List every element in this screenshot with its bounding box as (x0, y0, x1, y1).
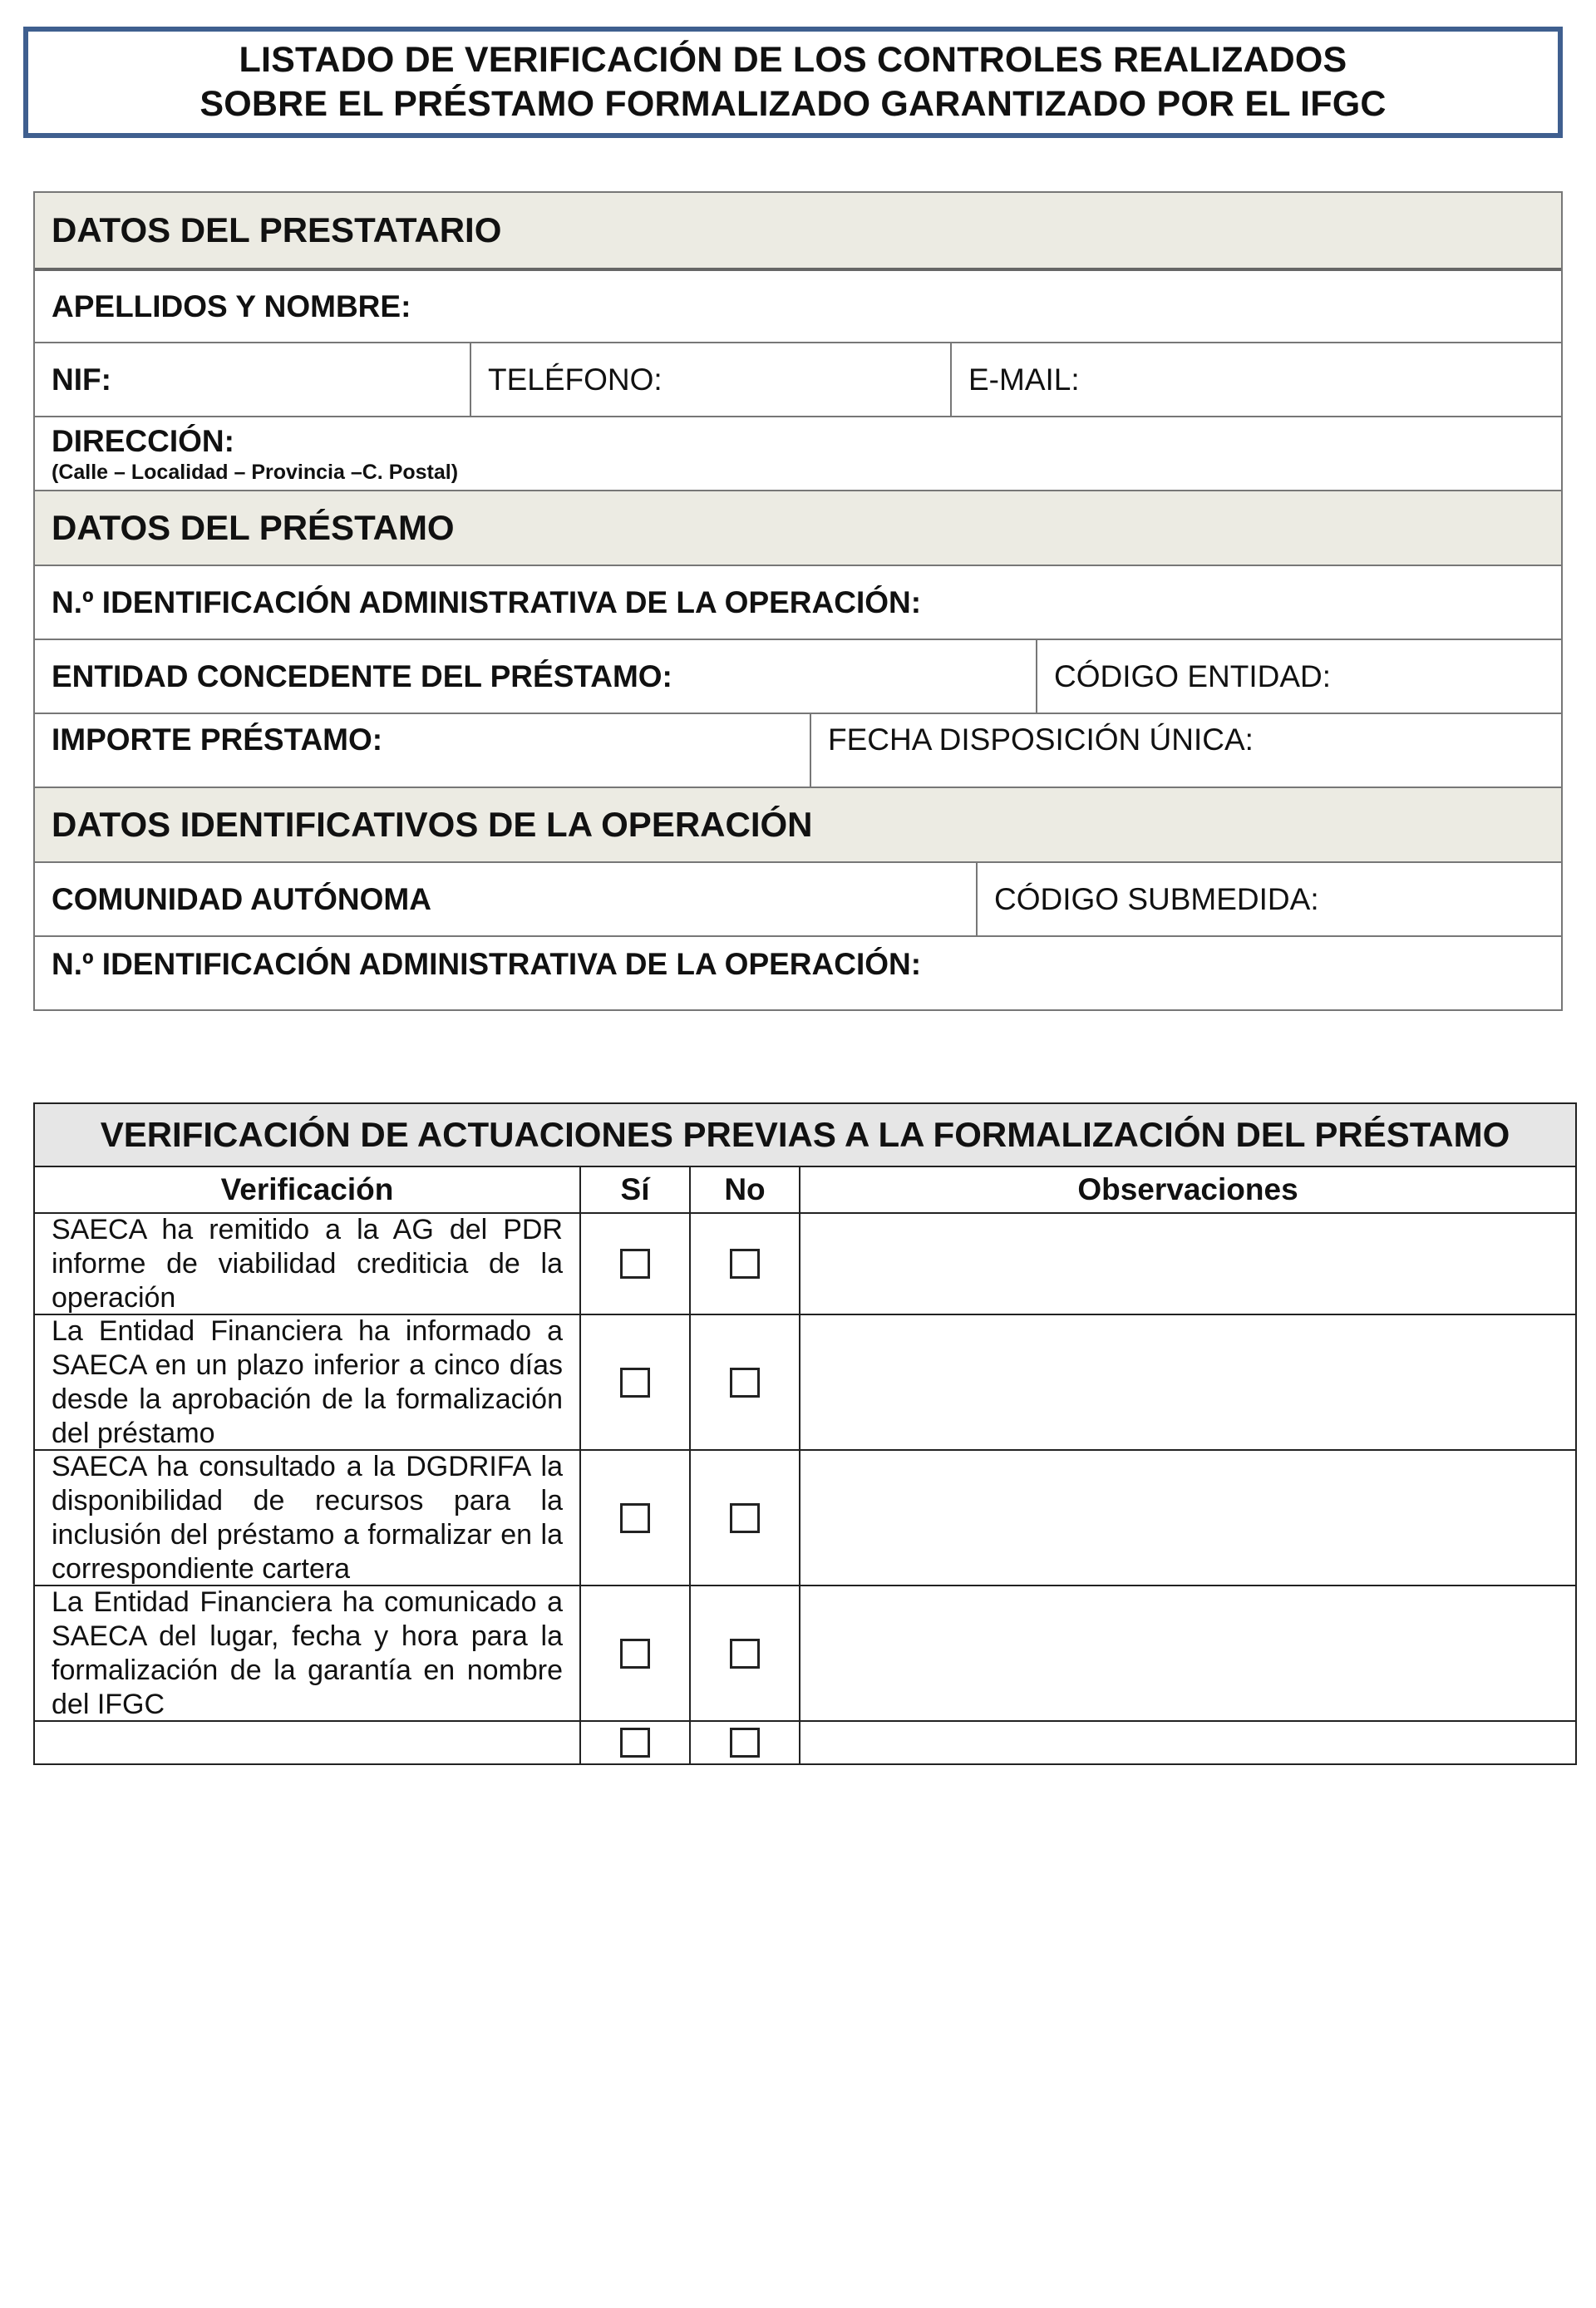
col-header-no: No (689, 1167, 799, 1212)
email-field[interactable]: E-MAIL: (950, 343, 1561, 416)
direccion-hint: (Calle – Localidad – Provincia –C. Postal) (52, 460, 459, 484)
comunidad-autonoma-field[interactable]: COMUNIDAD AUTÓNOMA (52, 881, 431, 916)
id-operacion-prestamo-field[interactable]: N.º IDENTIFICACIÓN ADMINISTRATIVA DE LA OPERACIÓN: (52, 584, 922, 619)
fecha-disposicion-field[interactable]: FECHA DISPOSICIÓN ÚNICA: (810, 714, 1561, 787)
si-checkbox[interactable] (620, 1639, 650, 1669)
col-header-si: Sí (579, 1167, 689, 1212)
no-checkbox[interactable] (730, 1639, 760, 1669)
row-id-prestamo (35, 565, 1561, 639)
checklist-row-empty (35, 1720, 1575, 1763)
observaciones-field[interactable] (799, 1214, 1575, 1314)
row-importe (35, 713, 1561, 787)
id-operacion-field[interactable]: N.º IDENTIFICACIÓN ADMINISTRATIVA DE LA OPERACIÓN: (52, 947, 922, 981)
row-comunidad (35, 861, 1561, 935)
col-header-verificacion: Verificación (220, 1172, 394, 1206)
row-contacto (35, 342, 1561, 416)
checklist-row (35, 1585, 1575, 1720)
section-header-operacion: DATOS IDENTIFICATIVOS DE LA OPERACIÓN (52, 805, 813, 844)
nif-field[interactable]: NIF: (52, 362, 111, 397)
si-checkbox[interactable] (620, 1503, 650, 1533)
no-checkbox[interactable] (730, 1249, 760, 1279)
checklist-header-row (35, 1167, 1575, 1212)
no-checkbox[interactable] (730, 1503, 760, 1533)
row-id-operacion (35, 935, 1561, 1009)
section-header-prestamo: DATOS DEL PRÉSTAMO (52, 508, 455, 547)
importe-field[interactable]: IMPORTE PRÉSTAMO: (52, 722, 383, 757)
section-header-prestatario: DATOS DEL PRESTATARIO (52, 210, 502, 249)
verification-text: SAECA ha consultado a la DGDRIFA la disponibilidad de recursos para la inclusión del préstamo a formalizar en la correspondiente cartera (52, 1450, 563, 1585)
no-checkbox[interactable] (730, 1368, 760, 1398)
checklist-row (35, 1314, 1575, 1449)
observaciones-field[interactable] (799, 1315, 1575, 1449)
direccion-label: DIRECCIÓN: (52, 423, 234, 458)
verification-text: La Entidad Financiera ha comunicado a SAECA del lugar, fecha y hora para la formalización de la garantía en nombre del IFGC (52, 1586, 563, 1720)
checklist-row (35, 1449, 1575, 1585)
si-checkbox[interactable] (620, 1249, 650, 1279)
si-checkbox[interactable] (620, 1728, 650, 1758)
codigo-submedida-field[interactable]: CÓDIGO SUBMEDIDA: (976, 863, 1561, 935)
direccion-field[interactable] (35, 417, 1561, 490)
loan-data-form (33, 191, 1563, 1011)
verification-text: SAECA ha remitido a la AG del PDR informe de viabilidad crediticia de la operación (52, 1213, 563, 1314)
document-title-box (23, 27, 1563, 138)
verification-checklist (33, 1102, 1577, 1765)
codigo-entidad-field[interactable]: CÓDIGO ENTIDAD: (1036, 640, 1561, 713)
entidad-concedente-field[interactable]: ENTIDAD CONCEDENTE DEL PRÉSTAMO: (52, 658, 672, 693)
checklist-row (35, 1212, 1575, 1314)
row-entidad (35, 639, 1561, 713)
document-title-line-1: LISTADO DE VERIFICACIÓN DE LOS CONTROLES REALIZADOS (239, 40, 1347, 80)
checklist-title: VERIFICACIÓN DE ACTUACIONES PREVIAS A LA FORMALIZACIÓN DEL PRÉSTAMO (35, 1104, 1575, 1167)
col-header-observaciones: Observaciones (799, 1167, 1575, 1212)
telefono-field[interactable]: TELÉFONO: (470, 343, 950, 416)
section-prestamo (35, 490, 1561, 565)
observaciones-field[interactable] (799, 1722, 1575, 1763)
si-checkbox[interactable] (620, 1368, 650, 1398)
row-apellidos (35, 268, 1561, 342)
verification-text: La Entidad Financiera ha informado a SAECA en un plazo inferior a cinco días desde la aprobación de la formalización del préstamo (52, 1314, 563, 1449)
no-checkbox[interactable] (730, 1728, 760, 1758)
document-title-line-2: SOBRE EL PRÉSTAMO FORMALIZADO GARANTIZADO POR EL IFGC (200, 84, 1387, 124)
section-prestatario (35, 193, 1561, 268)
observaciones-field[interactable] (799, 1451, 1575, 1585)
row-direccion (35, 416, 1561, 490)
observaciones-field[interactable] (799, 1586, 1575, 1720)
apellidos-field[interactable]: APELLIDOS Y NOMBRE: (52, 288, 411, 323)
section-operacion (35, 787, 1561, 861)
